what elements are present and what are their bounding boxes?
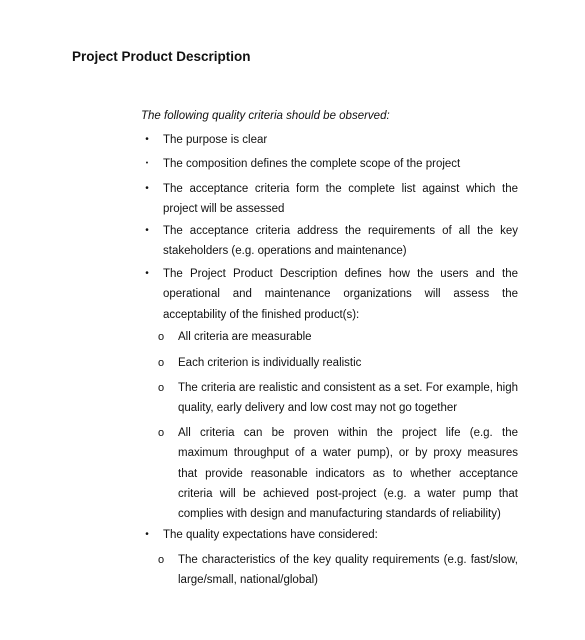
- sub-list-item-line: The criteria are realistic and consistent as a set. For example, high: [178, 382, 518, 394]
- intro-text: The following quality criteria should be observed:: [141, 110, 390, 122]
- list-item: [163, 525, 518, 545]
- list-item-line: The composition defines the complete scope of the project: [163, 158, 461, 170]
- list-item-line: The acceptance criteria address the requirements of all the key: [163, 225, 518, 237]
- sub-bullet-marker: o: [158, 331, 165, 343]
- list-item-line: The purpose is clear: [163, 134, 268, 146]
- sub-list-item-line: complies with design and manufacturing standards of reliability): [178, 508, 501, 521]
- bullet-marker: •: [145, 160, 149, 167]
- bullet-marker: •: [145, 134, 149, 145]
- list-item: [163, 221, 518, 262]
- bullet-marker: •: [145, 183, 149, 194]
- list-item-line: The Project Product Description defines how the users and the: [163, 268, 518, 280]
- bullet-marker: •: [145, 268, 149, 279]
- sub-bullet-marker: o: [158, 427, 165, 439]
- sub-list-item: [178, 327, 518, 347]
- sub-bullet-marker: o: [158, 554, 165, 566]
- sub-list-item: [178, 550, 518, 591]
- bullet-marker: •: [145, 225, 149, 236]
- list-item: [163, 179, 518, 220]
- list-item: [163, 130, 518, 150]
- sub-list-item: [178, 378, 518, 419]
- sub-list-item-line: Each criterion is individually realistic: [178, 357, 362, 369]
- sub-list-item-line: The characteristics of the key quality requirements (e.g. fast/slow,: [178, 554, 518, 566]
- sub-list-item-line: large/small, national/global): [178, 574, 318, 587]
- list-item-line: operational and maintenance organizations will assess the: [163, 288, 518, 301]
- list-item-line: The acceptance criteria form the complete list against which the: [163, 183, 518, 195]
- sub-list-item-line: All criteria are measurable: [178, 331, 312, 343]
- sub-list-item-line: criteria will be achieved post-project (e.g. a water pump that: [178, 487, 518, 500]
- list-item-line: project will be assessed: [163, 203, 285, 216]
- list-item-line: The quality expectations have considered:: [163, 529, 378, 541]
- sub-list-item-line: maximum throughput of a water pump), or by proxy measures: [178, 447, 518, 460]
- sub-bullet-marker: o: [158, 357, 165, 369]
- page-title: Project Product Description: [72, 49, 251, 64]
- bullet-marker: •: [145, 529, 149, 540]
- list-item-line: stakeholders (e.g. operations and maintenance): [163, 245, 407, 258]
- sub-list-item-line: quality, early delivery and low cost may not go together: [178, 402, 458, 415]
- sub-list-item: [178, 423, 518, 524]
- list-item-line: acceptability of the finished product(s):: [163, 308, 360, 321]
- list-item: [163, 154, 518, 174]
- list-item: [163, 264, 518, 325]
- sub-list-item-line: All criteria can be proven within the project life (e.g. the: [178, 427, 518, 439]
- sub-list-item-line: that provide reasonable indicators as to whether acceptance: [178, 467, 518, 480]
- sub-bullet-marker: o: [158, 382, 165, 394]
- sub-list-item: [178, 353, 518, 373]
